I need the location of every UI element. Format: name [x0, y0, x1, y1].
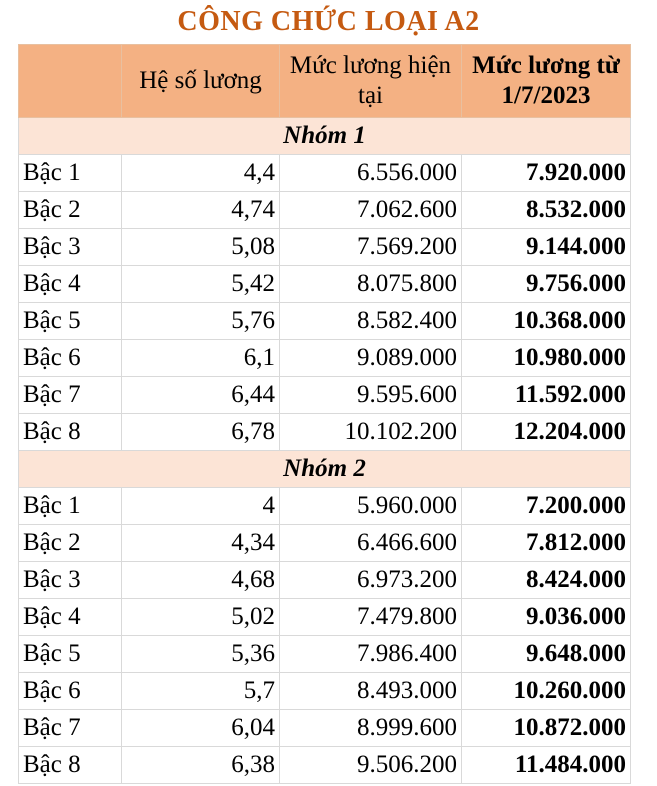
current-salary-cell: 7.569.200 — [280, 229, 462, 266]
group-label: Nhóm 1 — [19, 118, 631, 155]
current-salary-cell: 8.075.800 — [280, 266, 462, 303]
new-salary-cell: 7.920.000 — [462, 155, 631, 192]
coefficient-cell: 5,08 — [122, 229, 280, 266]
header-blank-cell — [19, 45, 122, 118]
new-salary-cell: 11.592.000 — [462, 377, 631, 414]
table-row — [19, 488, 631, 525]
table-row — [19, 377, 631, 414]
table-row — [19, 710, 631, 747]
table-row — [19, 229, 631, 266]
table-row — [19, 673, 631, 710]
rank-cell: Bậc 7 — [19, 710, 122, 747]
current-salary-cell: 9.595.600 — [280, 377, 462, 414]
new-salary-cell: 10.368.000 — [462, 303, 631, 340]
new-salary-cell: 8.424.000 — [462, 562, 631, 599]
table-row — [19, 340, 631, 377]
table-title: CÔNG CHỨC LOẠI A2 — [177, 6, 480, 37]
table-row — [19, 266, 631, 303]
rank-cell: Bậc 6 — [19, 340, 122, 377]
current-salary-cell: 8.999.600 — [280, 710, 462, 747]
current-salary-cell: 9.089.000 — [280, 340, 462, 377]
rank-cell: Bậc 1 — [19, 488, 122, 525]
new-salary-cell: 10.260.000 — [462, 673, 631, 710]
coefficient-cell: 6,04 — [122, 710, 280, 747]
table-row — [19, 636, 631, 673]
coefficient-cell: 6,38 — [122, 747, 280, 784]
header-row — [19, 45, 631, 118]
new-salary-cell: 9.036.000 — [462, 599, 631, 636]
coefficient-cell: 6,78 — [122, 414, 280, 451]
new-salary-cell: 9.756.000 — [462, 266, 631, 303]
coefficient-cell: 4,4 — [122, 155, 280, 192]
coefficient-cell: 5,02 — [122, 599, 280, 636]
coefficient-cell: 4,34 — [122, 525, 280, 562]
coefficient-cell: 5,7 — [122, 673, 280, 710]
table-row — [19, 562, 631, 599]
coefficient-cell: 4,74 — [122, 192, 280, 229]
current-salary-cell: 7.986.400 — [280, 636, 462, 673]
table-row — [19, 599, 631, 636]
rank-cell: Bậc 5 — [19, 303, 122, 340]
current-salary-cell: 10.102.200 — [280, 414, 462, 451]
current-salary-cell: 8.582.400 — [280, 303, 462, 340]
table-row — [19, 155, 631, 192]
rank-cell: Bậc 3 — [19, 562, 122, 599]
new-salary-cell: 12.204.000 — [462, 414, 631, 451]
new-salary-cell: 10.980.000 — [462, 340, 631, 377]
rank-cell: Bậc 3 — [19, 229, 122, 266]
current-salary-cell: 8.493.000 — [280, 673, 462, 710]
new-salary-cell: 8.532.000 — [462, 192, 631, 229]
rank-cell: Bậc 2 — [19, 525, 122, 562]
coefficient-cell: 4 — [122, 488, 280, 525]
rank-cell: Bậc 1 — [19, 155, 122, 192]
coefficient-cell: 6,1 — [122, 340, 280, 377]
table-row — [19, 414, 631, 451]
table-row — [19, 747, 631, 784]
coefficient-cell: 6,44 — [122, 377, 280, 414]
header-new-salary: Mức lương từ 1/7/2023 — [462, 45, 631, 118]
new-salary-cell: 11.484.000 — [462, 747, 631, 784]
coefficient-cell: 4,68 — [122, 562, 280, 599]
rank-cell: Bậc 5 — [19, 636, 122, 673]
current-salary-cell: 6.556.000 — [280, 155, 462, 192]
current-salary-cell: 6.466.600 — [280, 525, 462, 562]
rank-cell: Bậc 6 — [19, 673, 122, 710]
new-salary-cell: 7.200.000 — [462, 488, 631, 525]
new-salary-cell: 7.812.000 — [462, 525, 631, 562]
header-coefficient: Hệ số lương — [122, 45, 280, 118]
table-row — [19, 525, 631, 562]
header-current-salary: Mức lương hiện tại — [280, 45, 462, 118]
new-salary-cell: 10.872.000 — [462, 710, 631, 747]
group-row — [19, 451, 631, 488]
rank-cell: Bậc 8 — [19, 414, 122, 451]
salary-table — [18, 44, 631, 784]
group-label: Nhóm 2 — [19, 451, 631, 488]
rank-cell: Bậc 8 — [19, 747, 122, 784]
coefficient-cell: 5,76 — [122, 303, 280, 340]
new-salary-cell: 9.648.000 — [462, 636, 631, 673]
table-row — [19, 192, 631, 229]
coefficient-cell: 5,42 — [122, 266, 280, 303]
coefficient-cell: 5,36 — [122, 636, 280, 673]
current-salary-cell: 7.062.600 — [280, 192, 462, 229]
current-salary-cell: 9.506.200 — [280, 747, 462, 784]
current-salary-cell: 6.973.200 — [280, 562, 462, 599]
table-row — [19, 303, 631, 340]
new-salary-cell: 9.144.000 — [462, 229, 631, 266]
rank-cell: Bậc 4 — [19, 266, 122, 303]
group-row — [19, 118, 631, 155]
rank-cell: Bậc 4 — [19, 599, 122, 636]
rank-cell: Bậc 7 — [19, 377, 122, 414]
current-salary-cell: 5.960.000 — [280, 488, 462, 525]
rank-cell: Bậc 2 — [19, 192, 122, 229]
current-salary-cell: 7.479.800 — [280, 599, 462, 636]
